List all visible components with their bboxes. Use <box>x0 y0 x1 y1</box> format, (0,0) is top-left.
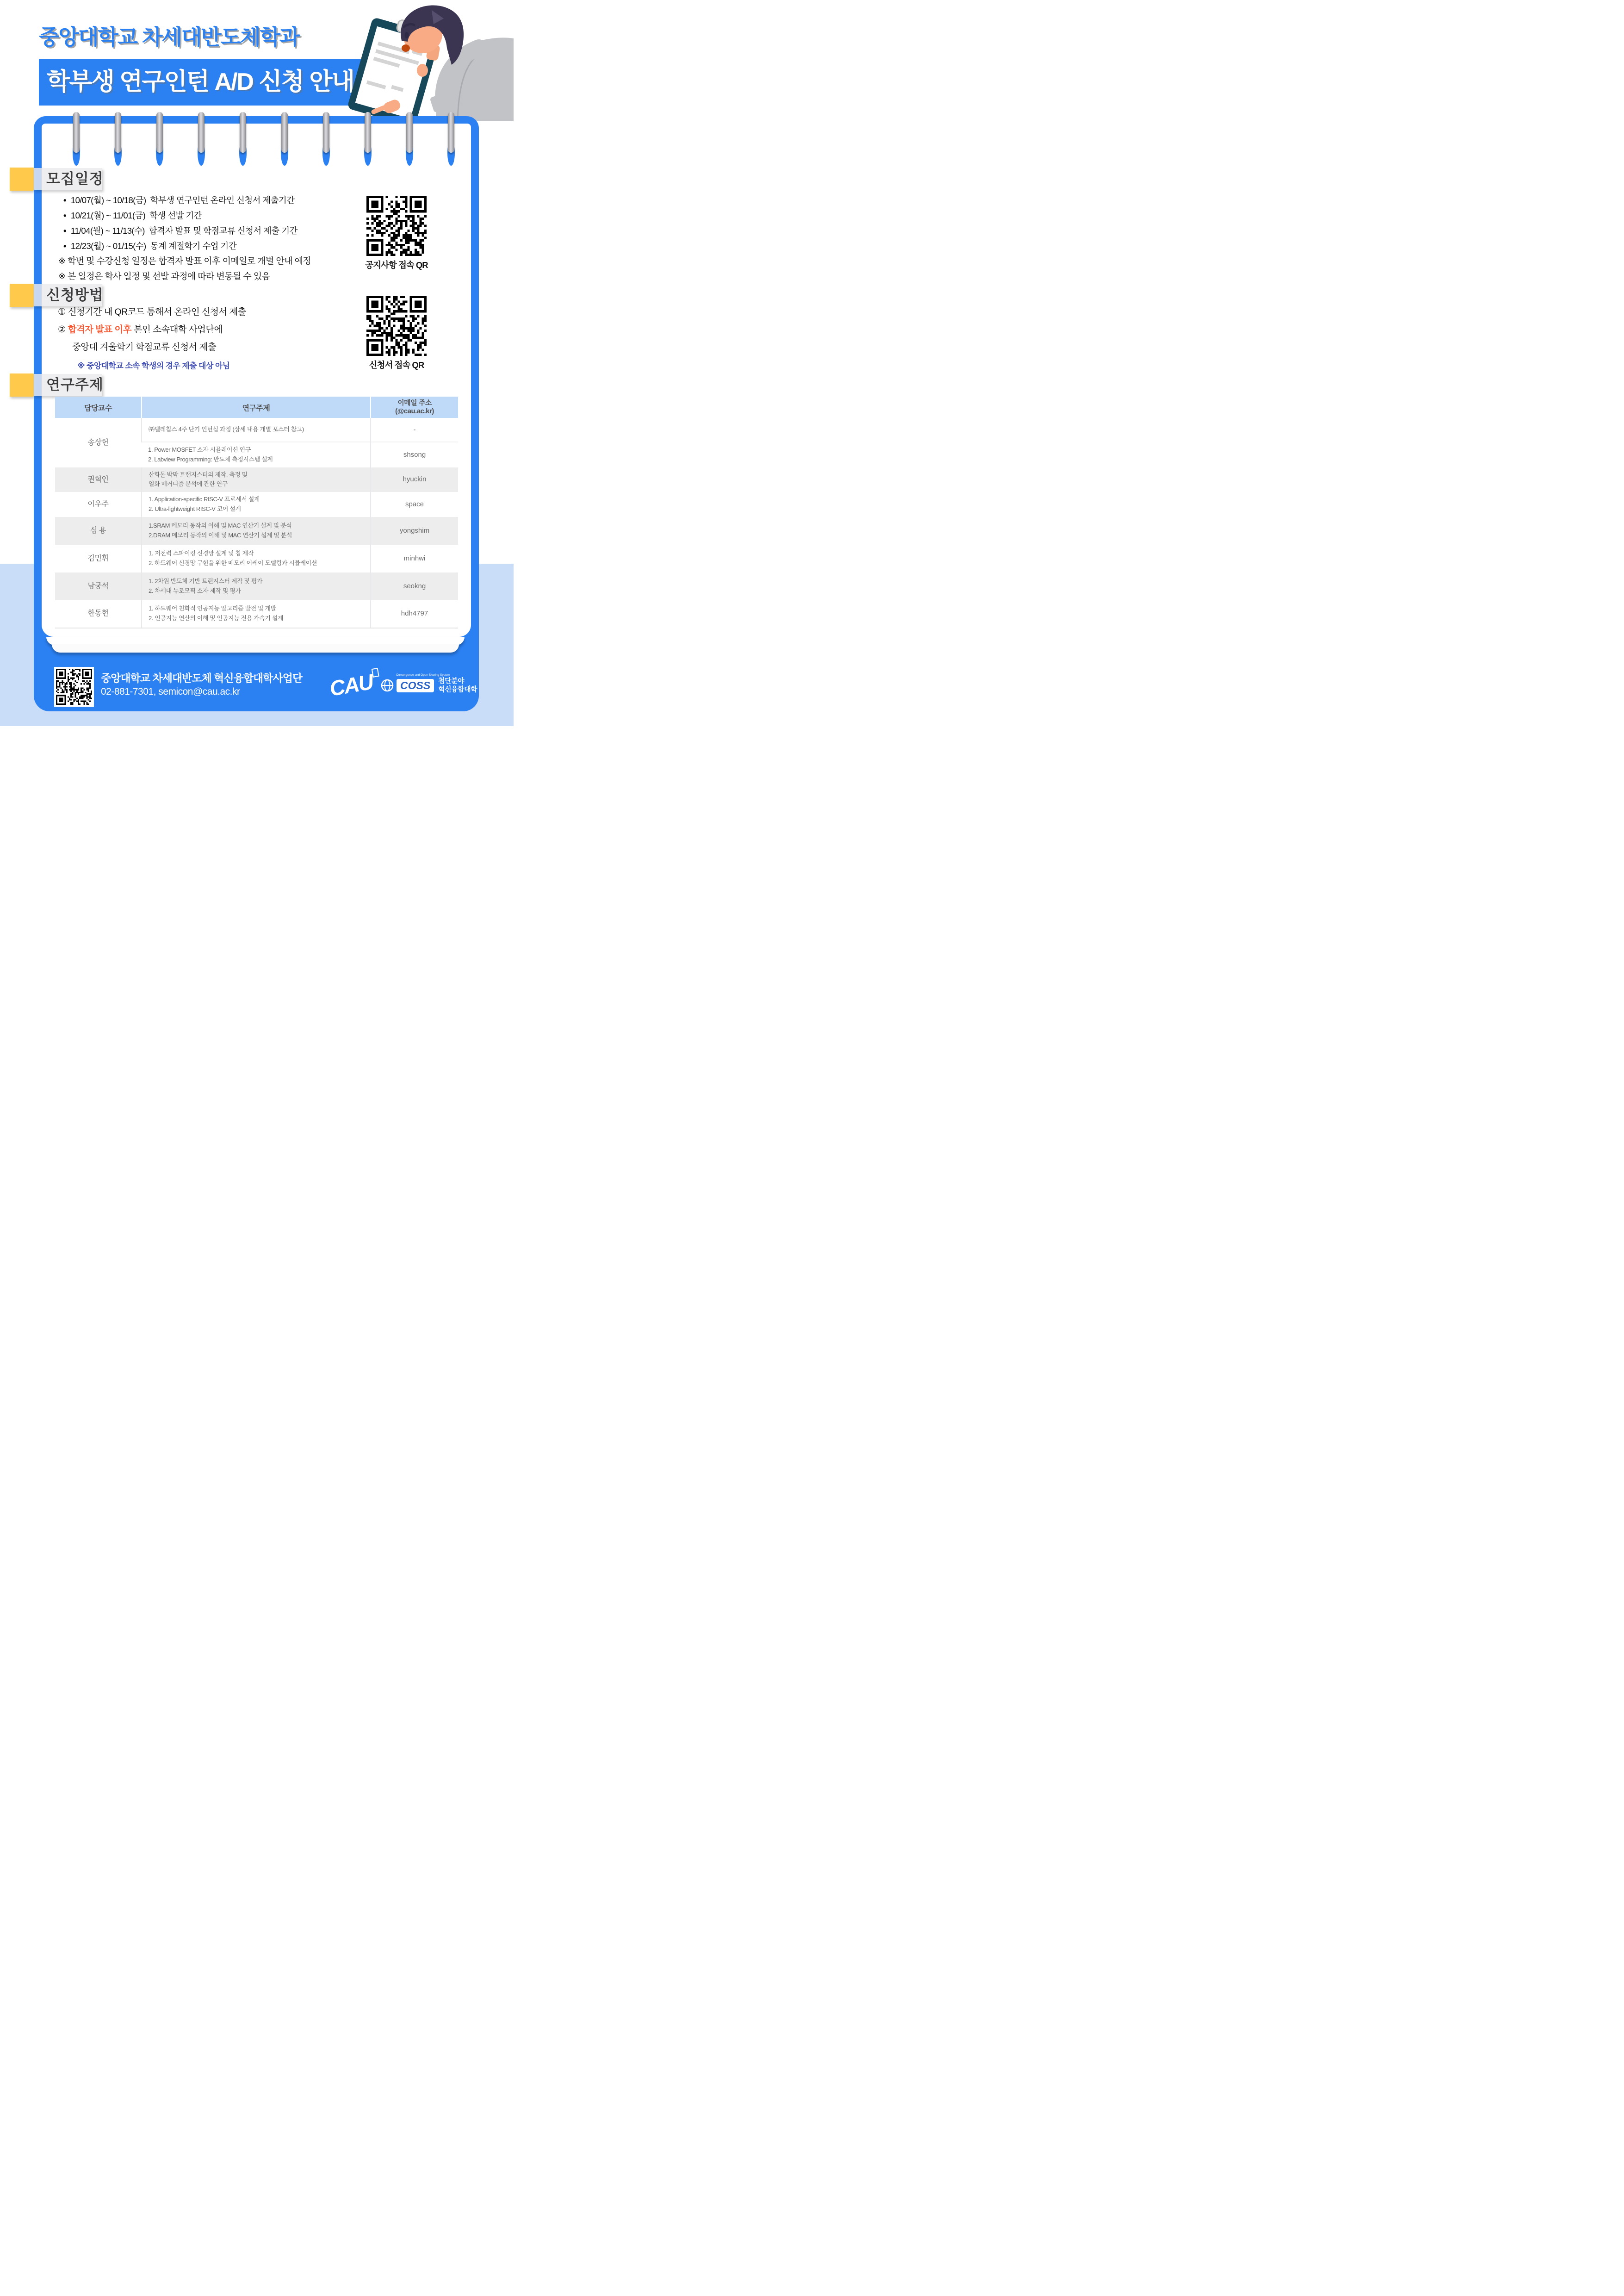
email-cell: space <box>371 492 458 517</box>
binder-ring <box>280 112 289 164</box>
email-header-line1: 이메일 주소 <box>397 399 432 407</box>
binder-ring <box>364 112 372 164</box>
column-header-topic: 연구주제 <box>142 397 371 418</box>
application-qr-label: 신청서 접속 QR <box>369 360 424 370</box>
schedule-list <box>58 195 369 281</box>
footer-qr-code <box>54 667 94 707</box>
notice-qr-label: 공지사항 접속 QR <box>365 260 428 270</box>
coss-wordmark: COSS <box>400 679 431 691</box>
footer-organization: 중앙대학교 차세대반도체 혁신융합대학사업단 <box>101 672 303 684</box>
method-step-2 <box>58 324 363 335</box>
method-step-2-line2: 중앙대 겨울학기 학점교류 신청서 제출 <box>72 342 217 352</box>
topic-line: 2. Ultra-lightweight RISC-V 코어 설계 <box>149 505 241 512</box>
schedule-item: • 12/23(월) ~ 01/15(수) 동계 계절학기 수업 기간 <box>63 242 369 251</box>
application-qr-code <box>365 294 428 357</box>
table-row <box>55 600 458 628</box>
step2-prefix: ② <box>58 324 68 335</box>
schedule-item: • 11/04(월) ~ 11/13(수) 합격자 발표 및 학점교류 신청서 제출 기간 <box>63 226 369 236</box>
table-row <box>55 467 458 492</box>
topic-line: 열화 메커니즘 분석에 관한 연구 <box>149 480 228 488</box>
coss-tagline: Convergence and Open Sharing System <box>396 673 450 677</box>
department-title: 중앙대학교 차세대반도체학과 <box>39 25 299 49</box>
side-tab-method <box>10 284 34 307</box>
topic-cell <box>142 545 371 572</box>
email-header-line2: (@cau.ac.kr) <box>395 407 434 415</box>
globe-icon <box>380 678 394 692</box>
binder-ring <box>72 112 81 164</box>
schedule-item: • 10/07(월) ~ 10/18(금) 학부생 연구인턴 온라인 신청서 제출기간 <box>63 196 369 205</box>
table-row <box>55 517 458 545</box>
topic-cell <box>142 517 371 545</box>
topic-line: 1. 2차원 반도체 기반 트랜지스터 제작 및 평가 <box>149 577 263 585</box>
method-note: ※ 중앙대학교 소속 학생의 경우 제출 대상 아님 <box>77 361 230 370</box>
method-list <box>58 307 363 371</box>
table-header-row <box>55 397 458 418</box>
table-row <box>55 572 458 600</box>
schedule-item: • 10/21(월) ~ 11/01(금) 학생 선발 기간 <box>63 211 369 220</box>
topic-line: 2.DRAM 메모리 동작의 이해 및 MAC 연산기 설계 및 분석 <box>149 531 292 539</box>
table-row <box>55 545 458 572</box>
section-bar-schedule <box>34 168 102 190</box>
method-step-1: ① 신청기간 내 QR코드 통해서 온라인 신청서 제출 <box>58 307 246 317</box>
table-row <box>55 418 458 442</box>
coss-side-line1: 첨단분야 <box>438 677 465 685</box>
topic-line: 1. Application-specific RISC-V 프로세서 설계 <box>149 496 260 503</box>
section-title: 신청방법 <box>46 287 104 303</box>
topic-line: 2. 차세대 뉴로모픽 소자 제작 및 평가 <box>149 587 241 594</box>
professor-name: 남궁석 <box>55 572 142 600</box>
email-cell: yongshim <box>371 517 458 545</box>
cau-logo-text: CAU <box>328 669 375 701</box>
coss-wordmark-box <box>397 679 434 692</box>
cau-logo-flag <box>371 668 379 678</box>
topic-line: 1. Power MOSFET 소자 시뮬레이션 연구 <box>148 446 251 453</box>
email-cell: seokng <box>371 572 458 600</box>
professor-name: 김민휘 <box>87 554 109 562</box>
table-row <box>55 492 458 517</box>
research-topics-table <box>55 397 458 628</box>
topic-line: 1. 저전력 스파이킹 신경망 설계 및 칩 제작 <box>149 549 254 557</box>
section-bar-method <box>34 284 102 306</box>
binder-ring <box>114 112 122 164</box>
email-cell: hdh4797 <box>371 600 458 628</box>
step2-highlight: 합격자 발표 이후 <box>68 324 131 335</box>
section-title: 연구주제 <box>46 377 104 393</box>
footer-contact: 02-881-7301, semicon@cau.ac.kr <box>101 686 240 697</box>
topic-line: 2. Labview Programming: 반도체 측정시스템 설계 <box>148 455 273 463</box>
professor-name: 한동현 <box>55 600 142 628</box>
person-with-clipboard-illustration <box>341 0 514 121</box>
topic-line: 2. 하드웨어 신경망 구현을 위한 메모리 어레이 모델링과 시뮬레이션 <box>149 559 317 566</box>
poster <box>0 0 514 726</box>
topic-cell <box>142 492 371 517</box>
topic-cell <box>142 467 371 492</box>
email-cell: shsong <box>371 442 458 467</box>
professor-name: 심 용 <box>55 517 142 545</box>
coss-side-line2: 혁신융합대학 <box>438 685 477 693</box>
topic-cell <box>142 418 371 442</box>
topic-cell <box>142 572 371 600</box>
professor-name: 송상헌 <box>87 438 109 447</box>
schedule-note: ※ 학번 및 수강신청 일정은 합격자 발표 이후 이메일로 개별 안내 예정 <box>58 256 311 266</box>
column-header-professor: 담당교수 <box>55 397 142 418</box>
binder-ring <box>322 112 330 164</box>
topic-line: ㈜텔레칩스 4주 단기 인턴십 과정 (상세 내용 개별 포스터 참고) <box>149 426 304 433</box>
binder-ring <box>239 112 247 164</box>
binder-ring <box>405 112 414 164</box>
topic-cell <box>142 600 371 628</box>
side-tab-research <box>10 373 34 397</box>
professor-name: 권혁인 <box>55 467 142 492</box>
schedule-note: ※ 본 일정은 학사 일정 및 선발 과정에 따라 변동될 수 있음 <box>58 272 270 281</box>
topic-cell <box>142 442 371 467</box>
binder-ring <box>197 112 205 164</box>
binder-ring <box>447 112 455 164</box>
professor-name: 이우주 <box>87 500 109 509</box>
topic-line: 산화물 박막 트랜지스터의 제작, 측정 및 <box>149 471 248 478</box>
side-tab-schedule <box>10 168 34 191</box>
email-cell: minhwi <box>371 545 458 572</box>
stacked-sheet <box>52 644 459 653</box>
coss-logo <box>380 673 477 694</box>
email-cell: - <box>371 418 458 442</box>
column-header-email <box>371 397 458 418</box>
binder-ring <box>155 112 164 164</box>
topic-line: 1.SRAM 메모리 동작의 이해 및 MAC 연산기 설계 및 분석 <box>149 522 292 529</box>
topic-line: 1. 하드웨어 친화적 인공지능 알고리즘 발전 및 개발 <box>149 605 276 612</box>
section-bar-research <box>34 374 102 396</box>
coss-side-text <box>438 677 477 694</box>
section-title: 모집일정 <box>46 171 104 187</box>
step2-rest: 본인 소속대학 사업단에 <box>131 324 223 335</box>
poster-title: 학부생 연구인턴 A/D 신청 안내 <box>47 68 354 95</box>
title-banner <box>39 59 373 106</box>
notice-qr-code <box>365 194 428 257</box>
topic-line: 2. 인공지능 연산의 이해 및 인공지능 전용 가속기 설계 <box>149 615 284 622</box>
email-cell: hyuckin <box>371 467 458 492</box>
